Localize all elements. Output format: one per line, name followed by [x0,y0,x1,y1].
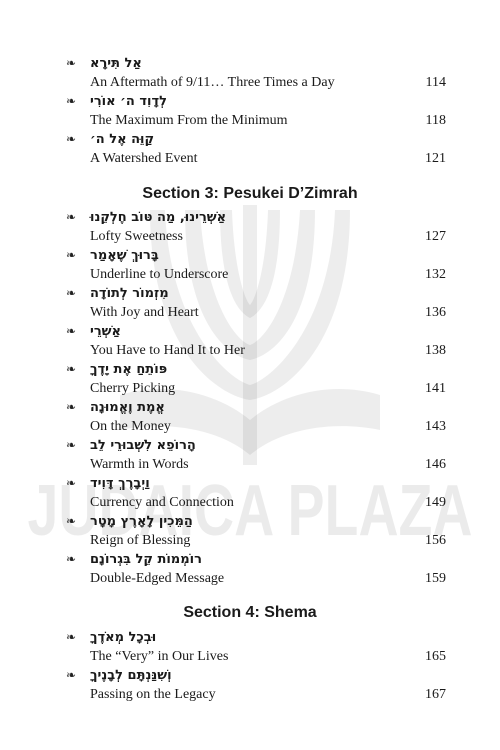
chapter-title: Lofty Sweetness [90,229,183,244]
chapter-title: The “Very” in Our Lives [90,649,229,664]
fleuron-icon: ❧ [66,56,76,70]
chapter-title: An Aftermath of 9/11… Three Times a Day [90,75,335,90]
hebrew-heading: הַמֵּכִין לָאָרֶץ מָטָר [90,514,193,529]
chapter-title: Cherry Picking [90,381,176,396]
chapter-title: On the Money [90,419,171,434]
toc-entry [66,629,446,667]
toc-entry [66,475,446,513]
toc-entry [66,399,446,437]
fleuron-icon: ❧ [66,476,76,490]
hebrew-heading-row [66,513,446,530]
hebrew-heading: לְדָוִד ה׳ אוֹרִי [90,94,167,109]
toc-entry [66,209,446,247]
page-number: 146 [425,457,446,472]
fleuron-icon: ❧ [66,132,76,146]
page-number: 127 [425,229,446,244]
page-number: 165 [425,649,446,664]
page-number: 143 [425,419,446,434]
hebrew-heading: קַוֵּה אֶל ה׳ [90,132,155,147]
page-number: 141 [425,381,446,396]
chapter-title: The Maximum From the Minimum [90,113,288,128]
hebrew-heading-row [66,93,446,110]
hebrew-heading-row [66,131,446,148]
chapter-title: A Watershed Event [90,151,198,166]
chapter-title: Currency and Connection [90,495,234,510]
hebrew-heading-row [66,551,446,568]
chapter-title: You Have to Hand It to Her [90,343,245,358]
fleuron-icon: ❧ [66,362,76,376]
page-number: 159 [425,571,446,586]
toc-entry [66,323,446,361]
toc-entry [66,667,446,705]
page-number: 138 [425,343,446,358]
toc-entry [66,361,446,399]
hebrew-heading: וְשִׁנַּנְתָּם לְבָנֶיךָ [90,668,172,683]
toc-entry [66,93,446,131]
fleuron-icon: ❧ [66,324,76,338]
hebrew-heading: אֱמֶת וֶאֱמוּנָה [90,400,165,415]
hebrew-heading-row [66,437,446,454]
hebrew-heading: פּוֹתֵחַ אֶת יָדֶךָ [90,362,168,377]
hebrew-heading: וּבְכָל מְאֹדֶךָ [90,630,157,645]
fleuron-icon: ❧ [66,400,76,414]
hebrew-heading-row [66,361,446,378]
toc-entry [66,437,446,475]
hebrew-heading: הָרוֹפֵא לִשְׁבוּרֵי לֵב [90,438,196,453]
chapter-title: Warmth in Words [90,457,189,472]
page-number: 156 [425,533,446,548]
page-number: 132 [425,267,446,282]
hebrew-heading: אַשְׁרֵי [90,324,121,339]
section-title: Section 3: Pesukei D’Zimrah [142,185,358,202]
toc-entry [66,247,446,285]
fleuron-icon: ❧ [66,94,76,108]
hebrew-heading-row [66,55,446,72]
page-number: 121 [425,151,446,166]
toc-entry [66,55,446,93]
hebrew-heading: מִזְמוֹר לְתוֹדָה [90,286,169,301]
toc-entry [66,131,446,169]
chapter-title: With Joy and Heart [90,305,199,320]
fleuron-icon: ❧ [66,630,76,644]
toc-entry [66,285,446,323]
fleuron-icon: ❧ [66,668,76,682]
hebrew-heading: אַל תִּירָא [90,56,142,71]
hebrew-heading-row [66,247,446,264]
hebrew-heading: בָּרוּךְ שֶׁאָמַר [90,248,159,263]
hebrew-heading-row [66,399,446,416]
page-number: 149 [425,495,446,510]
hebrew-heading-row [66,629,446,646]
hebrew-heading: אַשְׁרֵינוּ, מַה טּוֹב חֶלְקֵנוּ [90,210,227,225]
hebrew-heading: וַיְבָרֶךְ דָּוִיד [90,476,150,491]
hebrew-heading-row [66,667,446,684]
hebrew-heading-row [66,323,446,340]
fleuron-icon: ❧ [66,210,76,224]
toc-entry [66,513,446,551]
page-number: 136 [425,305,446,320]
toc-entry [66,551,446,589]
fleuron-icon: ❧ [66,552,76,566]
chapter-title: Passing on the Legacy [90,687,216,702]
fleuron-icon: ❧ [66,286,76,300]
chapter-title: Reign of Blessing [90,533,191,548]
hebrew-heading-row [66,475,446,492]
fleuron-icon: ❧ [66,514,76,528]
fleuron-icon: ❧ [66,438,76,452]
hebrew-heading-row [66,209,446,226]
page-number: 118 [425,113,446,128]
watermark-text: JUDAICA PLAZA [27,471,473,551]
hebrew-heading: רוֹמְמוֹת קֵל בִּגְרוֹנָם [90,552,202,567]
section-title: Section 4: Shema [183,604,317,621]
chapter-title: Double-Edged Message [90,571,225,586]
fleuron-icon: ❧ [66,248,76,262]
hebrew-heading-row [66,285,446,302]
chapter-title: Underline to Underscore [90,267,229,282]
page-number: 167 [425,687,446,702]
page-number: 114 [425,75,446,90]
